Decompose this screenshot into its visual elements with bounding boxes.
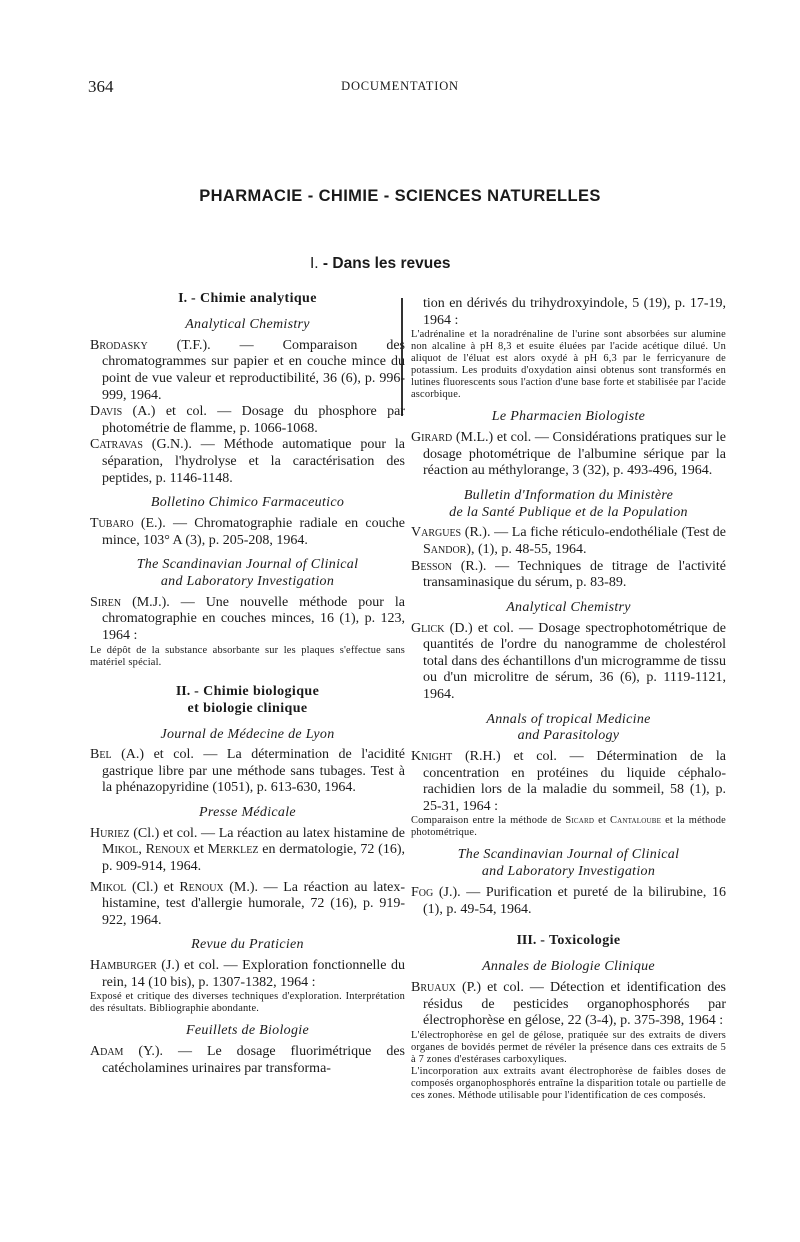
journal-title: Presse Médicale bbox=[199, 805, 296, 821]
section-title: - Chimie analytique bbox=[191, 291, 317, 306]
citation-entry: Siren (M.J.). — Une nouvelle méthode pour la chromatographie en couches minces, 16 (1), p. 123, 1964 : bbox=[90, 594, 405, 643]
citation-entry: Hamburger (J.) et col. — Exploration fonctionnelle du rein, 14 (10 bis), p. 1307-1382, 1964 : bbox=[90, 958, 405, 990]
section-subtitle bbox=[310, 255, 450, 273]
citation-author: Fog bbox=[411, 885, 434, 901]
citation-author: Knight bbox=[411, 749, 453, 765]
journal-title: Feuillets de Biologie bbox=[186, 1023, 309, 1039]
citation-author: Adam bbox=[90, 1044, 124, 1060]
citation-entry: Catravas (G.N.). — Méthode automatique pour la séparation, l'hydrolyse et la caractérisation des peptides, p. 1146-1148. bbox=[90, 437, 405, 486]
citation-author: Huriez bbox=[90, 825, 130, 841]
journal-title: Annales de Biologie Clinique bbox=[482, 959, 655, 975]
citation-author: Besson bbox=[411, 558, 453, 574]
abstract-note: Le dépôt de la substance absorbante sur les plaques s'effectue sans matériel spécial. bbox=[90, 644, 405, 668]
running-head: DOCUMENTATION bbox=[341, 79, 459, 93]
section-heading-2: II. - Chimie biologique et biologie clinique bbox=[175, 683, 320, 716]
subtitle-text: Dans les revues bbox=[332, 255, 451, 272]
journal-title: Le Pharmacien Biologiste bbox=[491, 409, 646, 425]
citation-entry: Girard (M.L.) et col. — Considérations pratiques sur le dosage photométrique de l'albumine sérique par la réaction au méthylorange, 3 (32), p. 493-496, 1964. bbox=[411, 429, 726, 479]
main-title: PHARMACIE - CHIMIE - SCIENCES NATURELLES bbox=[199, 187, 601, 205]
journal-title: Annals of tropical Medicine and Parasitology bbox=[486, 711, 651, 744]
citation-author: Catravas bbox=[90, 437, 143, 453]
citation-entry: Davis (A.) et col. — Dosage du phosphore par photométrie de flamme, p. 1066-1068. bbox=[90, 404, 405, 436]
citation-entry: Adam (Y.). — Le dosage fluorimétrique des catécholamines urinaires par transforma- bbox=[90, 1044, 405, 1076]
citation-entry: Vargues (R.). — La fiche réticulo-endothéliale (Test de Sandor), (1), p. 48-55, 1964. bbox=[411, 525, 726, 557]
citation-author: Mikol bbox=[90, 879, 127, 895]
left-column bbox=[90, 290, 405, 1077]
citation-author: Vargues bbox=[411, 525, 462, 541]
citation-continuation: tion en dérivés du trihydroxyindole, 5 (19), p. 17-19, 1964 : bbox=[423, 296, 726, 328]
abstract-note: Comparaison entre la méthode de Sicard et Cantaloube et la méthode photométrique. bbox=[411, 815, 726, 839]
citation-author: Bruaux bbox=[411, 980, 456, 996]
citation-author: Siren bbox=[90, 594, 122, 610]
journal-title: Revue du Praticien bbox=[191, 937, 304, 953]
section-heading-3: III. - Toxicologie bbox=[516, 933, 621, 949]
section-number: I. bbox=[178, 291, 188, 306]
citation-entry: Glick (D.) et col. — Dosage spectrophotométrique de quantités de l'ordre du nanogramme de cholestérol total dans des échantillons d'un microgramme de tissu ou d'un microlitre de sérum, 36 (6), p. 1119-1121, 1964. bbox=[411, 620, 726, 702]
page-number: 364 bbox=[88, 77, 114, 96]
journal-title: Journal de Médecine de Lyon bbox=[160, 726, 335, 742]
abstract-note: Exposé et critique des diverses techniques d'exploration. Interprétation des résultats. Bibliographie abondante. bbox=[90, 991, 405, 1015]
journal-title: Bolletino Chimico Farmaceutico bbox=[150, 495, 345, 511]
abstract-note: L'incorporation aux extraits avant électrophorèse de faibles doses de composés organophosphorés entraîne la disparition totale ou partielle de ces zones. Méthode utilisable pour l'identification de ces composés. bbox=[411, 1065, 726, 1101]
citation-entry: Knight (R.H.) et col. — Détermination de la concentration en protéines du liquide céphalo-rachidien lors de la maladie du sommeil, 58 (1), p. 25-31, 1964 : bbox=[411, 749, 726, 814]
citation-entry: Bruaux (P.) et col. — Détection et identification des résidus de pesticides organophosphorés par électrophorèse en gélose, 22 (3-4), p. 375-398, 1964 : bbox=[411, 980, 726, 1029]
journal-title: Bulletin d'Information du Ministère de la Santé Publique et de la Population bbox=[449, 487, 688, 520]
citation-entry: Huriez (Cl.) et col. — La réaction au latex histamine de Mikol, Renoux et Merklez en dermatologie, 72 (16), p. 909-914, 1964. bbox=[90, 825, 406, 875]
citation-entry: Tubaro (E.). — Chromatographie radiale en couche mince, 103° A (3), p. 205-208, 1964. bbox=[90, 515, 405, 548]
citation-author: Hamburger bbox=[90, 958, 157, 974]
citation-author: Brodasky bbox=[90, 337, 148, 353]
journal-title: Analytical Chemistry bbox=[185, 317, 310, 332]
abstract-note: L'électrophorèse en gel de gélose, pratiquée sur des extraits de divers organes de bovidés permet de révéler la présence dans ces extraits de 5 à 7 zones d'estérases carboxyliques. bbox=[411, 1029, 726, 1065]
citation-author: Girard bbox=[411, 429, 453, 445]
abstract-note: L'adrénaline et la noradrénaline de l'urine sont absorbées sur alumine non alcaline à pH 8,3 et esuite éluées par l'acide acétique dilué. Un aliquot de l'éluat est alors oxydé à pH 6,3 par le ferricyanure de potassium. Les produits d'oxydation ainsi obtenus sont transformés en lutines fluorescents sous l'action d'une base forte et stabilisée par l'acide ascorbique. bbox=[411, 329, 726, 401]
citation-entry: Brodasky (T.F.). — Comparaison des chromatogrammes sur papier et en couche mince du point de vue valeur et reproductibilité, 36 (6), p. 996-999, 1964. bbox=[90, 337, 405, 403]
citation-author: Tubaro bbox=[90, 515, 134, 531]
journal-title: The Scandinavian Journal of Clinical and Laboratory Investigation bbox=[457, 847, 680, 880]
subtitle-dash: - bbox=[318, 255, 333, 272]
citation-entry: Besson (R.). — Techniques de titrage de l'activité transaminasique du sérum, p. 83-89. bbox=[411, 558, 726, 591]
citation-entry: Mikol (Cl.) et Renoux (M.). — La réaction au latex-histamine, test d'allergie humorale, 72 (16), p. 919-922, 1964. bbox=[90, 879, 405, 928]
subtitle-number: I. bbox=[310, 255, 319, 272]
citation-entry: Bel (A.) et col. — La détermination de l'acidité gastrique libre par une méthode sans tubages. Test à la phénazopyridine (1051), p. 613-630, 1964. bbox=[90, 747, 405, 796]
citation-entry: Fog (J.). — Purification et pureté de la bilirubine, 16 (1), p. 49-54, 1964. bbox=[411, 885, 726, 917]
citation-author: Bel bbox=[90, 747, 112, 763]
citation-author: Glick bbox=[411, 620, 445, 636]
section-heading-1 bbox=[90, 290, 405, 307]
journal-title: Analytical Chemistry bbox=[506, 599, 631, 615]
right-column bbox=[411, 296, 726, 1102]
journal-title: The Scandinavian Journal of Clinical and Laboratory Investigation bbox=[136, 557, 359, 589]
citation-author: Davis bbox=[90, 404, 123, 420]
